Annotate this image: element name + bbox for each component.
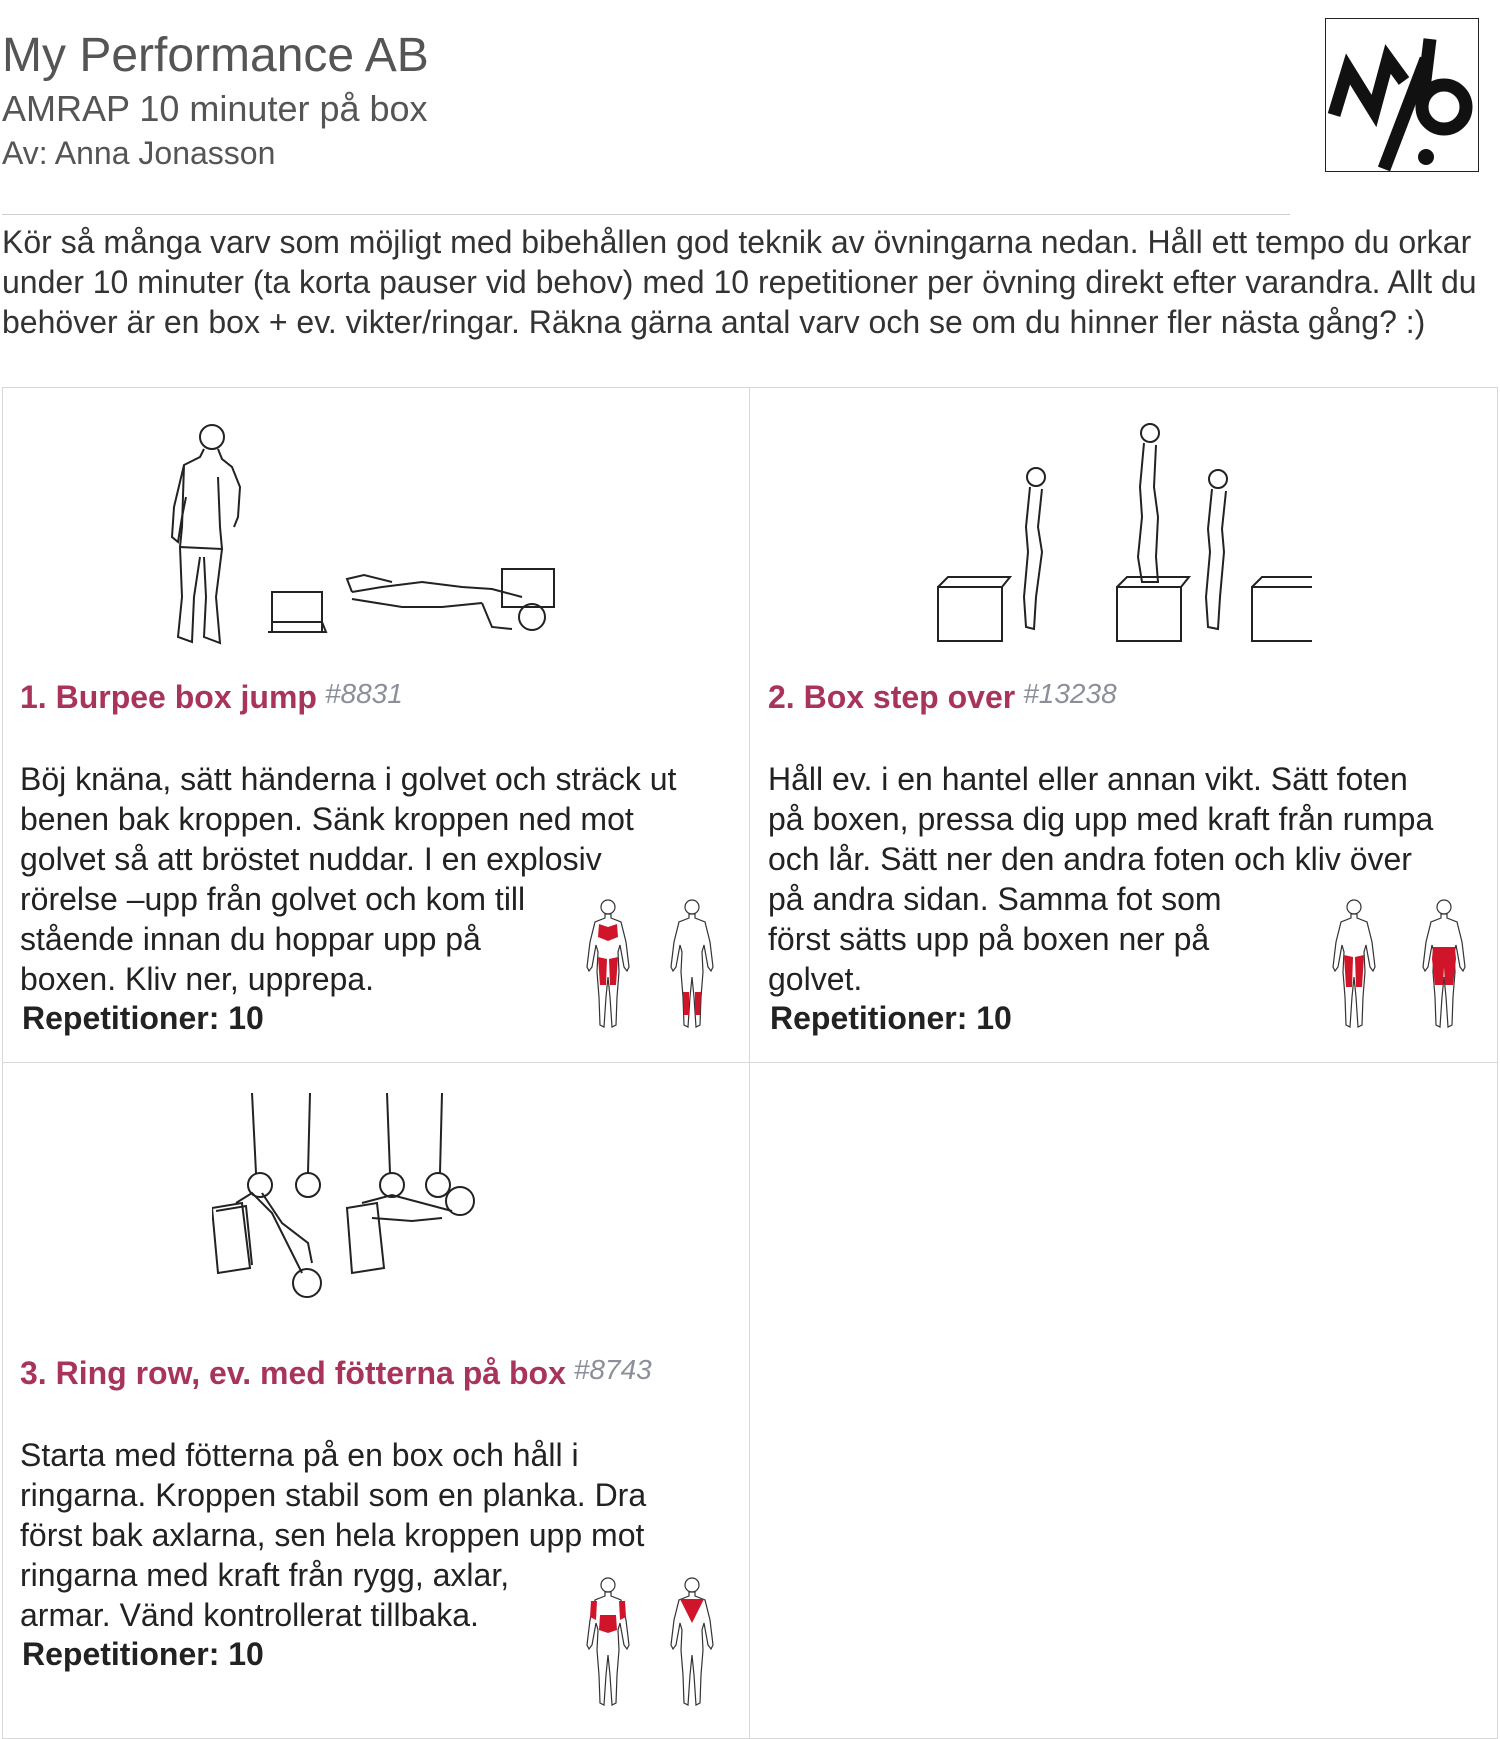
repetitions: Repetitioner: 10	[22, 1636, 264, 1672]
description-line: ringarna med kraft från rygg, axlar,	[20, 1557, 510, 1593]
description-line: på andra sidan. Samma fot som	[768, 881, 1222, 917]
description-line: Starta med fötterna på en box och håll i	[20, 1437, 579, 1473]
empty-card	[750, 1063, 1496, 1737]
description-line: benen bak kroppen. Sänk kroppen ned mot	[20, 801, 634, 837]
company-logo	[1325, 18, 1479, 172]
description-line: boxen. Kliv ner, upprepa.	[20, 961, 375, 997]
muscle-map-1	[570, 893, 730, 1033]
exercise-title-3	[20, 1355, 652, 1392]
muscle-map-2	[1316, 893, 1486, 1033]
exercise-name: 2. Box step over	[768, 679, 1016, 715]
header-divider	[2, 214, 1290, 215]
description-line: golvet så att bröstet nuddar. I en explosiv	[20, 841, 602, 877]
exercise-code: #13238	[1023, 678, 1117, 709]
burpee-illustration	[142, 417, 602, 647]
exercise-code: #8743	[573, 1354, 652, 1385]
description-line: först sätts upp på boxen ner på	[768, 921, 1210, 957]
author-line: Av: Anna Jonasson	[2, 135, 276, 171]
exercise-code: #8831	[324, 678, 403, 709]
description-line: Håll ev. i en hantel eller annan vikt. Sätt foten	[768, 761, 1408, 797]
muscle-map-3	[570, 1569, 730, 1714]
intro-text: Kör så många varv som möjligt med bibehållen god teknik av övningarna nedan. Håll ett tempo du orkar under 10 minuter (ta korta pauser vid behov) med 10 repetitioner per övning direkt efter varandra. Allt du behöver är en box + ev. vikter/ringar. Räkna gärna antal varv och se om du hinner fler nästa gång? :)	[2, 224, 1477, 340]
repetitions: Repetitioner: 10	[22, 1000, 264, 1036]
exercise-card-1	[2, 387, 748, 1061]
description-line: ringarna. Kroppen stabil som en planka. Dra	[20, 1477, 647, 1513]
ring-row-illustration	[212, 1093, 522, 1313]
page-header	[0, 0, 1500, 200]
workout-title: AMRAP 10 minuter på box	[2, 88, 428, 129]
description-line: först bak axlarna, sen hela kroppen upp mot	[20, 1517, 645, 1553]
exercise-name: 3. Ring row, ev. med fötterna på box	[20, 1355, 566, 1391]
exercise-name: 1. Burpee box jump	[20, 679, 317, 715]
step-over-illustration	[932, 417, 1312, 647]
exercise-title-1	[20, 679, 403, 716]
description-line: Böj knäna, sätt händerna i golvet och sträck ut	[20, 761, 677, 797]
description-line: rörelse –upp från golvet och kom till	[20, 881, 526, 917]
company-name: My Performance AB	[2, 29, 429, 82]
description-line: och lår. Sätt ner den andra foten och kliv över	[768, 841, 1412, 877]
description-line: på boxen, pressa dig upp med kraft från rumpa	[768, 801, 1434, 837]
description-line: golvet.	[768, 961, 863, 997]
repetitions: Repetitioner: 10	[770, 1000, 1012, 1036]
exercise-card-3	[2, 1063, 748, 1737]
exercise-card-2	[750, 387, 1496, 1061]
exercise-description-3	[20, 1435, 646, 1635]
description-line: armar. Vänd kontrollerat tillbaka.	[20, 1597, 479, 1633]
description-line: stående innan du hoppar upp på	[20, 921, 481, 957]
exercise-title-2	[768, 679, 1117, 716]
